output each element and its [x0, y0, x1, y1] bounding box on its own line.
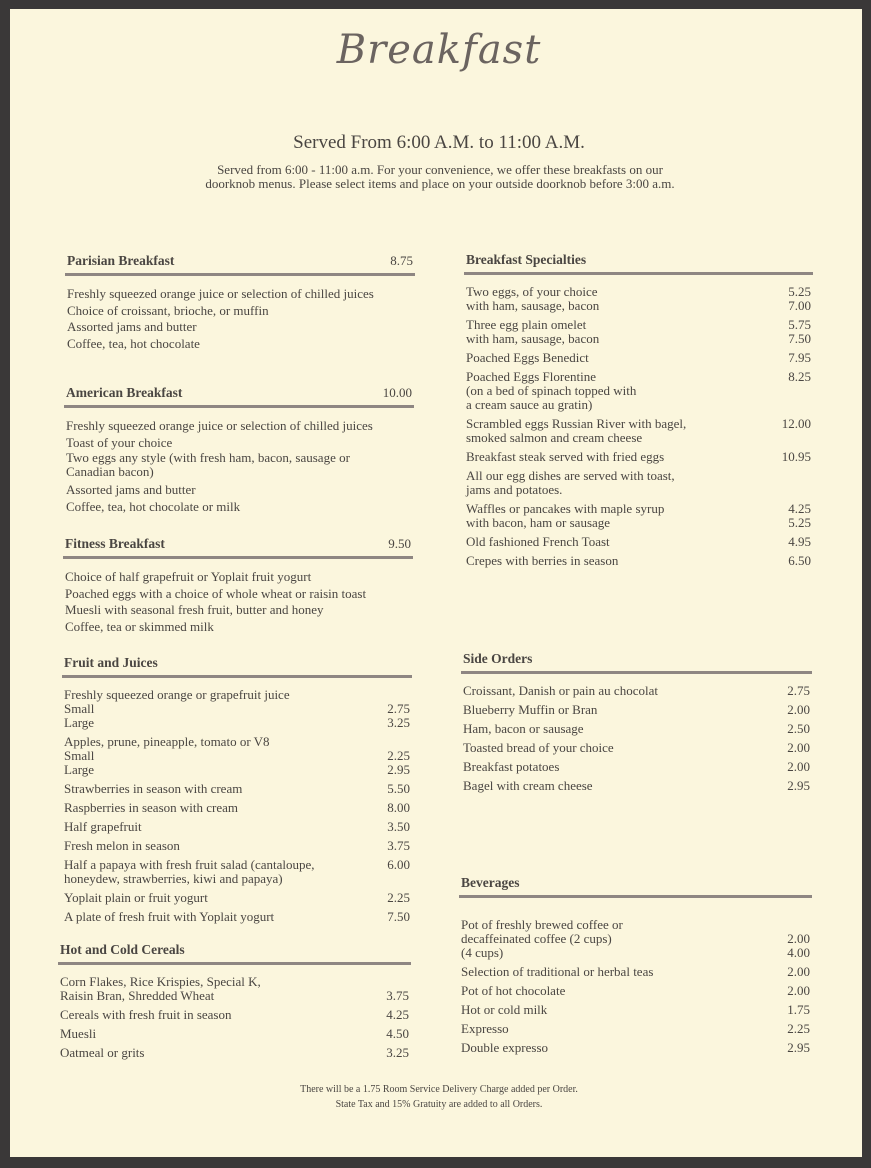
- menu-item: [464, 535, 813, 549]
- item-description: Three egg plain omelet with ham, sausage, bacon: [466, 317, 600, 346]
- cereal-list: [58, 975, 411, 1060]
- item-description: Cereals with fresh fruit in season: [60, 1007, 232, 1022]
- item-price: 1.75: [787, 1002, 810, 1017]
- menu-item: [62, 839, 412, 853]
- item-price: 12.00: [781, 416, 811, 431]
- item-price: 2.75: [787, 683, 810, 698]
- item-price: 5.75 7.50: [788, 317, 811, 346]
- section-parisian-breakfast: [65, 253, 415, 352]
- item-description: Waffles or pancakes with maple syrup with bacon, ham or sausage: [466, 501, 665, 530]
- section-fitness-breakfast: [63, 536, 413, 635]
- section-breakfast-specialties: [464, 252, 813, 573]
- item-description: Fresh melon in season: [64, 838, 180, 853]
- menu-line: Poached eggs with a choice of whole wheat or raisin toast: [65, 585, 367, 601]
- section-title: Breakfast Specialties: [466, 252, 587, 267]
- menu-item: [62, 688, 412, 730]
- item-price: 4.50: [386, 1026, 409, 1041]
- item-price: 5.25 7.00: [788, 284, 811, 313]
- item-price: 2.00: [787, 964, 810, 979]
- item-price: 2.75 3.25: [387, 701, 410, 730]
- item-price: 2.00: [787, 740, 810, 755]
- fruit-list: [62, 688, 412, 924]
- menu-item: [62, 801, 412, 815]
- section-title: Hot and Cold Cereals: [60, 942, 185, 957]
- menu-item: [464, 285, 813, 313]
- menu-item: [461, 741, 812, 755]
- menu-item: [62, 910, 412, 924]
- item-description: Yoplait plain or fruit yogurt: [64, 890, 208, 905]
- menu-item: [459, 1041, 812, 1055]
- item-price: 3.75: [387, 838, 410, 853]
- menu-item: [464, 502, 813, 530]
- item-description: Half grapefruit: [64, 819, 142, 834]
- item-price: 5.50: [387, 781, 410, 796]
- menu-item: [464, 351, 813, 365]
- section-fruit-and-juices: [62, 655, 412, 929]
- menu-title: Breakfast: [336, 27, 542, 73]
- section-title: American Breakfast: [66, 385, 183, 400]
- menu-item: [62, 820, 412, 834]
- menu-item: [459, 984, 812, 998]
- section-header: [459, 875, 812, 898]
- item-price: 6.00: [387, 857, 410, 872]
- item-price: 10.95: [781, 449, 811, 464]
- menu-line: Coffee, tea, hot chocolate or milk: [66, 498, 241, 514]
- delivery-charge-note: There will be a 1.75 Room Service Delivery Charge added per Order.: [300, 1084, 578, 1095]
- menu-line: Muesli with seasonal fresh fruit, butter and honey: [65, 602, 324, 617]
- item-description: Breakfast steak served with fried eggs: [466, 449, 665, 464]
- menu-item: [461, 703, 812, 717]
- item-price: 6.50: [788, 553, 811, 568]
- menu-item: [58, 1008, 411, 1022]
- item-description: Blueberry Muffin or Bran: [463, 702, 598, 717]
- item-description: Apples, prune, pineapple, tomato or V8 Small Large: [64, 734, 270, 777]
- menu-item: [459, 965, 812, 979]
- menu-line: Assorted jams and butter: [66, 482, 196, 497]
- section-price: 8.75: [390, 253, 413, 268]
- item-description: Croissant, Danish or pain au chocolat: [463, 683, 658, 698]
- menu-line: Coffee, tea, hot chocolate: [67, 335, 200, 351]
- item-description: Oatmeal or grits: [60, 1045, 145, 1060]
- menu-item: [461, 684, 812, 698]
- section-beverages: [459, 875, 812, 1060]
- menu-item: [62, 782, 412, 796]
- sides-list: [461, 684, 812, 793]
- menu-line: Assorted jams and butter: [67, 319, 197, 334]
- item-price: 3.75: [386, 988, 409, 1003]
- item-description: Scrambled eggs Russian River with bagel, smoked salmon and cream cheese: [466, 416, 687, 445]
- item-description: Breakfast potatoes: [463, 759, 560, 774]
- menu-item: [461, 722, 812, 736]
- item-price: 4.25 5.25: [788, 501, 811, 530]
- item-description: Corn Flakes, Rice Krispies, Special K, Raisin Bran, Shredded Wheat: [60, 974, 261, 1003]
- item-price: 2.95: [787, 1040, 810, 1055]
- section-header: [62, 655, 412, 678]
- item-price: 2.25 2.95: [387, 748, 410, 777]
- item-price: 2.00 4.00: [787, 931, 810, 960]
- menu-item: [459, 918, 812, 960]
- item-price: 7.95: [788, 350, 811, 365]
- menu-line: Freshly squeezed orange juice or selection of chilled juices: [66, 418, 373, 433]
- menu-line: Two eggs any style (with fresh ham, bacon, sausage or: [66, 450, 350, 465]
- menu-item: [461, 779, 812, 793]
- section-price: 10.00: [382, 385, 412, 400]
- section-title: Beverages: [461, 875, 520, 890]
- item-price: 2.25: [787, 1021, 810, 1036]
- menu-item: [464, 469, 813, 497]
- item-description: A plate of fresh fruit with Yoplait yogurt: [64, 909, 275, 924]
- menu-line: Toast of your choice: [66, 434, 173, 450]
- menu-item: [58, 975, 411, 1003]
- item-description: Hot or cold milk: [461, 1002, 548, 1017]
- menu-line: Choice of croissant, brioche, or muffin: [67, 302, 269, 318]
- menu-item: [58, 1046, 411, 1060]
- menu-item: [464, 450, 813, 464]
- section-title: Side Orders: [463, 651, 533, 666]
- menu-item: [62, 735, 412, 777]
- item-description: Poached Eggs Benedict: [466, 350, 589, 365]
- menu-item: [464, 318, 813, 346]
- menu-line: Freshly squeezed orange juice or selection of chilled juices: [67, 286, 374, 301]
- item-description: All our egg dishes are served with toast, jams and potatoes.: [466, 468, 675, 497]
- section-header: [461, 651, 812, 674]
- tax-gratuity-note: State Tax and 15% Gratuity are added to all Orders.: [335, 1099, 543, 1110]
- menu-item: [62, 858, 412, 886]
- item-price: 2.25: [387, 890, 410, 905]
- menu-item: [459, 1003, 812, 1017]
- item-description: Toasted bread of your choice: [463, 740, 614, 755]
- item-price: 8.00: [387, 800, 410, 815]
- menu-item: [464, 417, 813, 445]
- specialties-list: [464, 285, 813, 568]
- item-price: 4.25: [386, 1007, 409, 1022]
- section-american-breakfast: [64, 385, 414, 515]
- menu-item: [464, 554, 813, 568]
- section-title: Fruit and Juices: [64, 655, 158, 670]
- section-price: 9.50: [388, 536, 411, 551]
- item-price: 7.50: [387, 909, 410, 924]
- item-description: Selection of traditional or herbal teas: [461, 964, 654, 979]
- menu-item: [461, 760, 812, 774]
- menu-item: [464, 370, 813, 412]
- item-description: Poached Eggs Florentine (on a bed of spinach topped with a cream sauce au gratin): [466, 369, 637, 412]
- section-title: Parisian Breakfast: [67, 253, 175, 268]
- section-hot-and-cold-cereals: [58, 942, 411, 1065]
- item-price: 2.50: [787, 721, 810, 736]
- section-header: [65, 253, 415, 276]
- item-description: Pot of freshly brewed coffee or decaffeinated coffee (2 cups) (4 cups): [461, 917, 623, 960]
- item-description: Half a papaya with fresh fruit salad (cantaloupe, honeydew, strawberries, kiwi and papaya): [64, 857, 315, 886]
- menu-item: [459, 1022, 812, 1036]
- item-description: Raspberries in season with cream: [64, 800, 239, 815]
- item-price: 2.95: [787, 778, 810, 793]
- menu-line: Coffee, tea or skimmed milk: [65, 618, 214, 634]
- item-description: Bagel with cream cheese: [463, 778, 593, 793]
- item-description: Crepes with berries in season: [466, 553, 619, 568]
- item-description: Ham, bacon or sausage: [463, 721, 584, 736]
- item-description: Double expresso: [461, 1040, 549, 1055]
- item-price: 4.95: [788, 534, 811, 549]
- item-description: Old fashioned French Toast: [466, 534, 610, 549]
- section-header: [64, 385, 414, 408]
- section-title: Fitness Breakfast: [65, 536, 165, 551]
- footer-notes: [210, 1082, 668, 1112]
- item-price: 3.50: [387, 819, 410, 834]
- item-price: 2.00: [787, 759, 810, 774]
- item-description: Strawberries in season with cream: [64, 781, 243, 796]
- item-price: 3.25: [386, 1045, 409, 1060]
- menu-line: Choice of half grapefruit or Yoplait fruit yogurt: [65, 569, 312, 584]
- section-side-orders: [461, 651, 812, 798]
- section-header: [58, 942, 411, 965]
- item-description: Expresso: [461, 1021, 509, 1036]
- section-header: [464, 252, 813, 275]
- intro-text: Served from 6:00 - 11:00 a.m. For your convenience, we offer these breakfasts on our doorknob menus. Please select items and place on your outside doorknob before 3:00 a.m.: [205, 162, 675, 191]
- serving-hours: Served From 6:00 A.M. to 11:00 A.M.: [293, 132, 585, 153]
- item-price: 8.25: [788, 369, 811, 384]
- beverages-list: [459, 918, 812, 1055]
- item-description: Freshly squeezed orange or grapefruit juice Small Large: [64, 687, 290, 730]
- menu-page: [10, 9, 862, 1157]
- item-description: Pot of hot chocolate: [461, 983, 566, 998]
- item-description: Two eggs, of your choice with ham, sausage, bacon: [466, 284, 600, 313]
- menu-line: Canadian bacon): [66, 464, 154, 479]
- section-header: [63, 536, 413, 559]
- item-price: 2.00: [787, 983, 810, 998]
- menu-item: [62, 891, 412, 905]
- item-description: Muesli: [60, 1026, 97, 1041]
- item-price: 2.00: [787, 702, 810, 717]
- menu-item: [58, 1027, 411, 1041]
